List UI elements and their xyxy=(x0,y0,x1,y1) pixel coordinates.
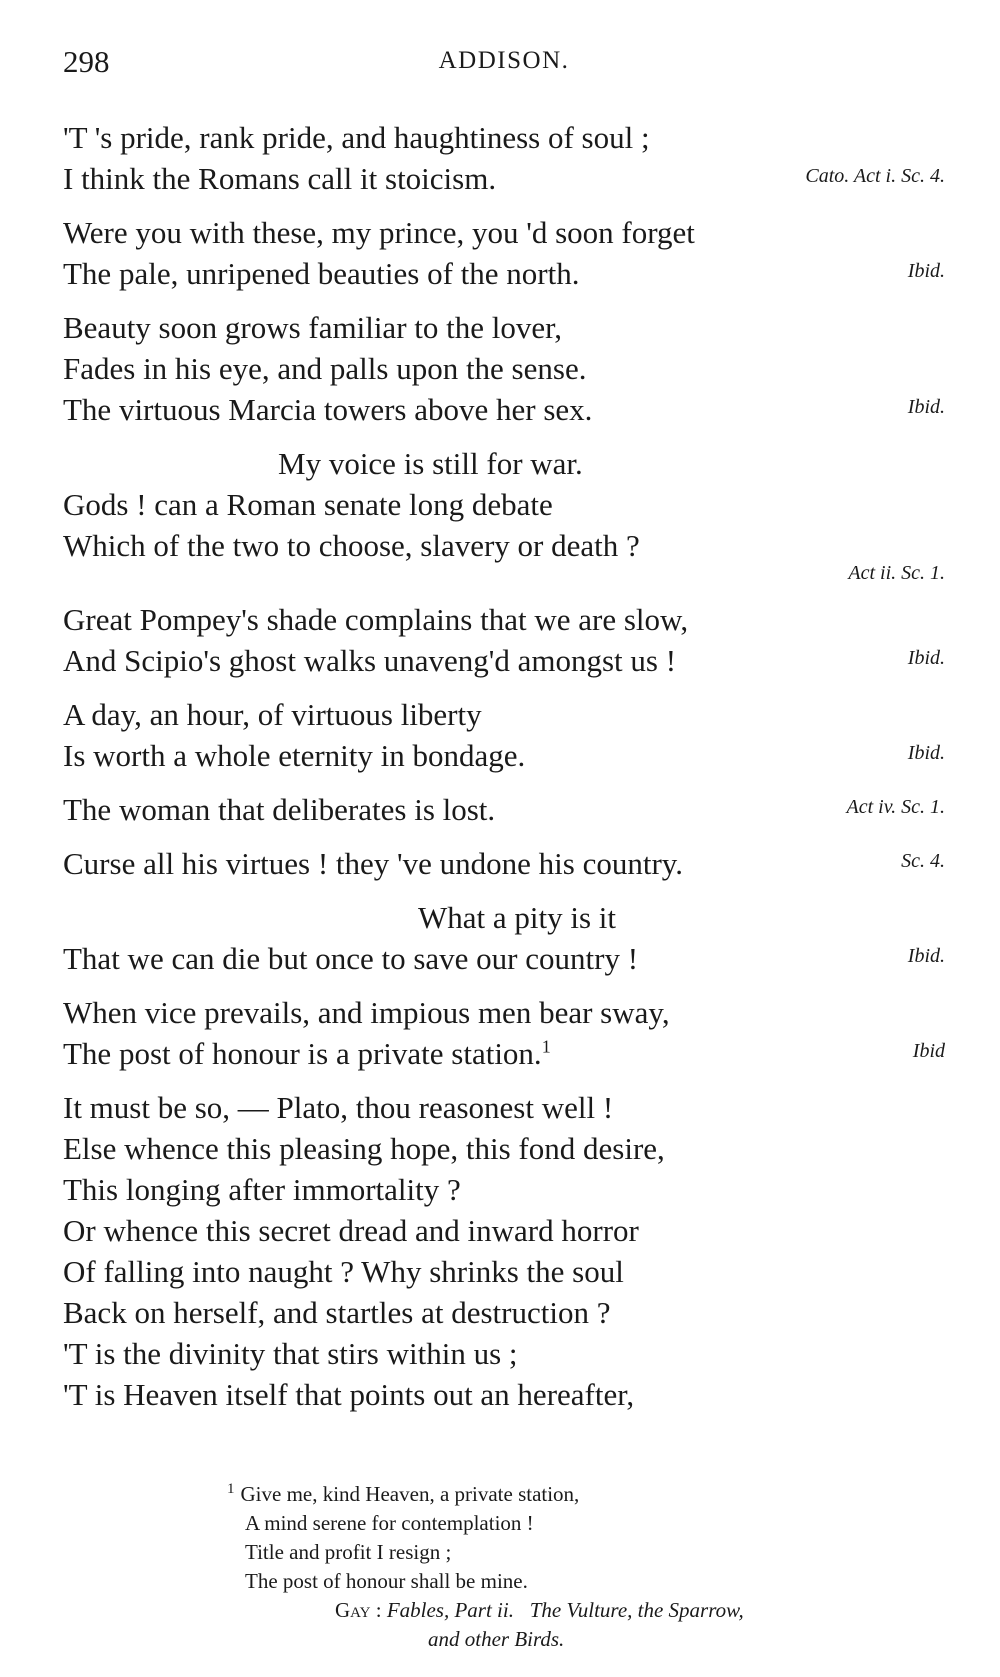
quote-block xyxy=(63,843,945,884)
footnote-mark: 1 xyxy=(227,1481,235,1497)
verse-line: Back on herself, and startles at destruction ? xyxy=(63,1295,611,1330)
verse-line: It must be so, — Plato, thou reasonest well ! xyxy=(63,1090,614,1125)
verse-line: What a pity is it xyxy=(418,900,617,935)
quotation-list xyxy=(63,117,945,1428)
verse-line: Which of the two to choose, slavery or death ? xyxy=(63,528,640,563)
quote-block xyxy=(63,599,945,681)
quote-block xyxy=(63,897,945,979)
quote-block xyxy=(63,789,945,830)
footnote xyxy=(227,1480,965,1654)
verse-line: And Scipio's ghost walks unaveng'd amongst us ! xyxy=(63,643,677,678)
verse-line: The pale, unripened beauties of the north. xyxy=(63,256,580,291)
verse-line: 'T is the divinity that stirs within us ; xyxy=(63,1336,518,1371)
citation: Ibid. xyxy=(907,396,945,418)
citation: Act iv. Sc. 1. xyxy=(846,796,945,818)
verse-line: Else whence this pleasing hope, this fond desire, xyxy=(63,1131,665,1166)
citation: Act ii. Sc. 1. xyxy=(848,562,945,584)
citation: Cato. Act i. Sc. 4. xyxy=(805,165,945,187)
citation: Ibid xyxy=(912,1040,945,1062)
verse-line: Fades in his eye, and palls upon the sense. xyxy=(63,351,587,386)
citation: Ibid. xyxy=(907,647,945,669)
footnote-line: Title and profit I resign ; xyxy=(245,1540,452,1564)
quote-block xyxy=(63,307,945,430)
page-header xyxy=(63,44,945,84)
running-head: ADDISON. xyxy=(438,47,570,74)
footnote-line xyxy=(227,1480,965,1509)
footnote-line: The post of honour shall be mine. xyxy=(245,1569,528,1593)
verse-line: Curse all his virtues ! they 've undone his country. xyxy=(63,846,684,881)
footnote-work: Fables, Part ii. xyxy=(386,1598,514,1622)
verse-line: The woman that deliberates is lost. xyxy=(63,792,496,827)
footnote-line: A mind serene for contemplation ! xyxy=(245,1511,534,1535)
page-number: 298 xyxy=(63,44,110,79)
verse-line: Or whence this secret dread and inward horror xyxy=(63,1213,639,1248)
citation: Ibid. xyxy=(907,260,945,282)
footnote-source-continued: and other Birds. xyxy=(428,1627,565,1651)
footnote-fable: The Vulture, the Sparrow, xyxy=(529,1598,744,1622)
verse-line: Beauty soon grows familiar to the lover, xyxy=(63,310,562,345)
footnote-source: Gay : Fables, Part ii. The Vulture, the Sparrow, xyxy=(335,1598,744,1622)
citation: Ibid. xyxy=(907,742,945,764)
quote-block xyxy=(63,694,945,776)
verse-line: 'T is Heaven itself that points out an hereafter, xyxy=(63,1377,635,1412)
quote-block xyxy=(63,1087,945,1415)
quote-block xyxy=(63,117,945,199)
verse-line: This longing after immortality ? xyxy=(63,1172,461,1207)
footnote-line-text: Give me, kind Heaven, a private station, xyxy=(240,1482,580,1506)
verse-line xyxy=(63,1033,945,1074)
verse-line: Gods ! can a Roman senate long debate xyxy=(63,487,553,522)
verse-line: Were you with these, my prince, you 'd soon forget xyxy=(63,215,695,250)
verse-line: I think the Romans call it stoicism. xyxy=(63,161,497,196)
footnote-author: Gay xyxy=(335,1598,371,1622)
verse-line-text: The post of honour is a private station. xyxy=(63,1036,542,1071)
citation: Sc. 4. xyxy=(901,850,945,872)
quote-block xyxy=(63,992,945,1074)
verse-line: 'T 's pride, rank pride, and haughtiness of soul ; xyxy=(63,120,650,155)
verse-line: Great Pompey's shade complains that we are slow, xyxy=(63,602,689,637)
quote-block xyxy=(63,212,945,294)
verse-line: A day, an hour, of virtuous liberty xyxy=(63,697,482,732)
verse-line: The virtuous Marcia towers above her sex. xyxy=(63,392,593,427)
quote-block xyxy=(63,443,945,586)
verse-line: When vice prevails, and impious men bear sway, xyxy=(63,995,670,1030)
verse-line: Is worth a whole eternity in bondage. xyxy=(63,738,526,773)
citation: Ibid. xyxy=(907,945,945,967)
verse-line: Of falling into naught ? Why shrinks the soul xyxy=(63,1254,624,1289)
verse-line: That we can die but once to save our country ! xyxy=(63,941,639,976)
verse-line: My voice is still for war. xyxy=(278,446,583,481)
footnote-reference[interactable]: 1 xyxy=(541,1036,551,1057)
